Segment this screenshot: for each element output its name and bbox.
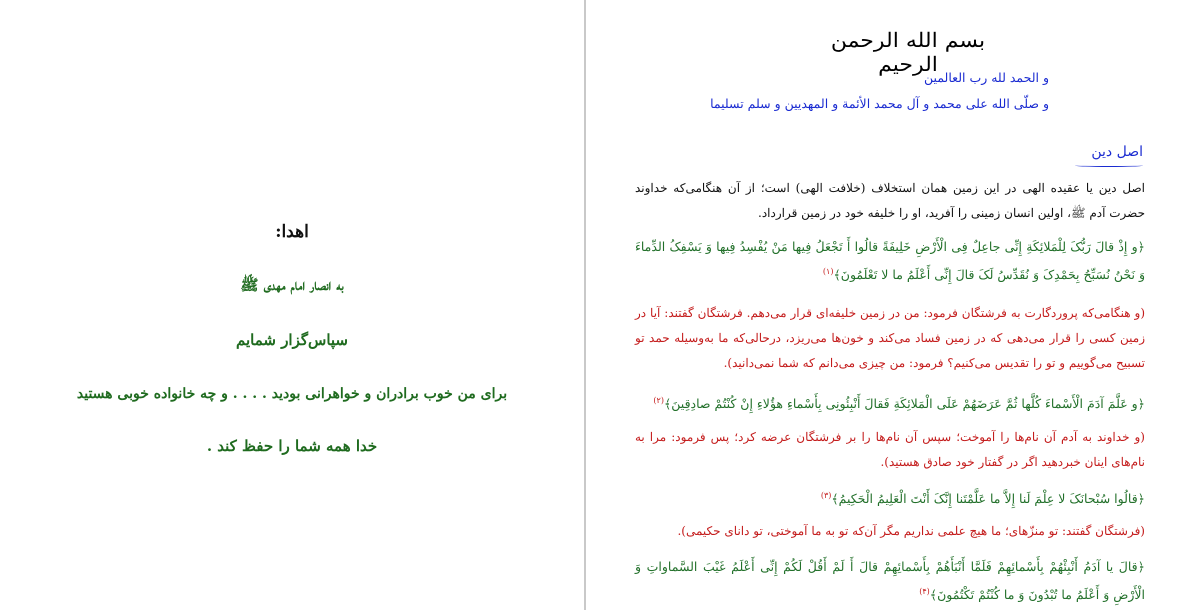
right-page <box>588 0 1195 610</box>
dedication-line-4: خدا همه شما را حفظ کند . <box>206 437 378 455</box>
verse-2-text: ﴿و عَلَّمَ آدَمَ الْأَسْماءَ کُلَّها ثُمَّ عَرَضَهُمْ عَلَى الْمَلائِکَةِ فَقالَ أَنْبِئُونِی بِأَسْماءِ هؤُلاءِ إِنْ کُنْتُمْ صادِقِینَ﴾ <box>663 396 1145 412</box>
translation-3: (فرشتگان گفتند: تو منزّهای؛ ما هیچ علمی نداریم مگر آن‌که تو به ما آموختی، تو دانای حکیمی). <box>677 524 1145 538</box>
dedication-line-2: سپاس‌گزار شمایم <box>236 331 348 349</box>
dedication-line-1: به انصار امام مهدی ﷺ <box>240 276 344 294</box>
left-page <box>0 0 584 610</box>
verse-1-text: ﴿و إِذْ قالَ رَبُّکَ لِلْمَلائِکَةِ إِنِّی جاعِلٌ فِی الْأَرْضِ خَلِیفَةً قالُوا أَ تَجْعَلُ فِیها مَنْ یُفْسِدُ فِیها وَ یَسْفِکُ الدِّماءَ وَ نَحْنُ نُسَبِّحُ بِحَمْدِکَ وَ نُقَدِّسُ لَکَ قالَ إِنِّی أَعْلَمُ ما لا تَعْلَمُونَ﴾ <box>635 239 1145 283</box>
verse-4 <box>635 554 1145 607</box>
footnote-2: (۲) <box>653 396 664 405</box>
footnote-1: (۱) <box>822 267 834 276</box>
footnote-4: (۴) <box>919 587 930 596</box>
footnote-3: (۳) <box>820 491 832 500</box>
verse-1 <box>635 234 1145 287</box>
section-heading: اصل دین <box>1091 144 1143 160</box>
dedication-title: اهدا: <box>275 222 309 242</box>
verse-4-text: ﴿قالَ یا آدَمُ أَنْبِئْهُمْ بِأَسْمائِهِمْ فَلَمَّا أَنْبَأَهُمْ بِأَسْمائِهِمْ قالَ أَ لَمْ أَقُلْ لَکُمْ إِنِّی أَعْلَمُ غَیْبَ السَّماواتِ وَ الْأَرْضِ وَ أَعْلَمُ ما تُبْدُونَ وَ ما کُنْتُمْ تَکْتُمُونَ﴾ <box>635 559 1145 603</box>
heading-underline <box>1075 164 1143 167</box>
dedication-line-3: برای من خوب برادران و خواهرانی بودید . . . . و چه خانواده خوبی هستید <box>76 386 508 402</box>
intro-paragraph: اصل دین یا عقیده الهی در این زمین همان استخلاف (خلافت الهی) است؛ از آن هنگامی‌که خداوند حضرت آدم ﷺ، اولین انسان زمینی را آفرید، او را خلیفه خود در زمین قرارداد. <box>635 181 1145 220</box>
basmala-calligraphy: بسم الله الرحمن الرحيم <box>830 28 986 76</box>
opening-line-1: و الحمد لله رب العالمين <box>924 70 1049 85</box>
verse-3 <box>635 483 1145 511</box>
opening-line-2: و صلّى الله على محمد و آل محمد الأئمة و المهديين و سلم تسليما <box>710 96 1049 111</box>
translation-2: (و خداوند به آدم آن نام‌ها را آموخت؛ سپس آن نام‌ها را بر فرشتگان عرضه کرد؛ پس فرمود: مرا به نام‌های اینان خبردهید اگر در گفتار خود صادق هستید). <box>635 430 1145 469</box>
verse-3-text: ﴿قالُوا سُبْحانَکَ لا عِلْمَ لَنا إِلاَّ ما عَلَّمْتَنا إِنَّکَ أَنْتَ الْعَلِیمُ الْحَکِیمُ﴾ <box>831 491 1145 507</box>
translation-1: (و هنگامی‌که پروردگارت به فرشتگان فرمود: من در زمین خلیفه‌ای قرار می‌دهم. فرشتگان گفتند: آیا در زمین کسی را قرار می‌دهی که در زمین فساد می‌کند و خون‌ها می‌ریزد، درحالی‌که ما به‌وسیله حمد تو تسبیح می‌گوییم و تو را تقدیس می‌کنیم؟ فرمود: من چیزی می‌دانم که شما نمی‌دانید). <box>635 306 1146 370</box>
verse-2 <box>635 388 1145 416</box>
page-divider <box>584 0 586 610</box>
